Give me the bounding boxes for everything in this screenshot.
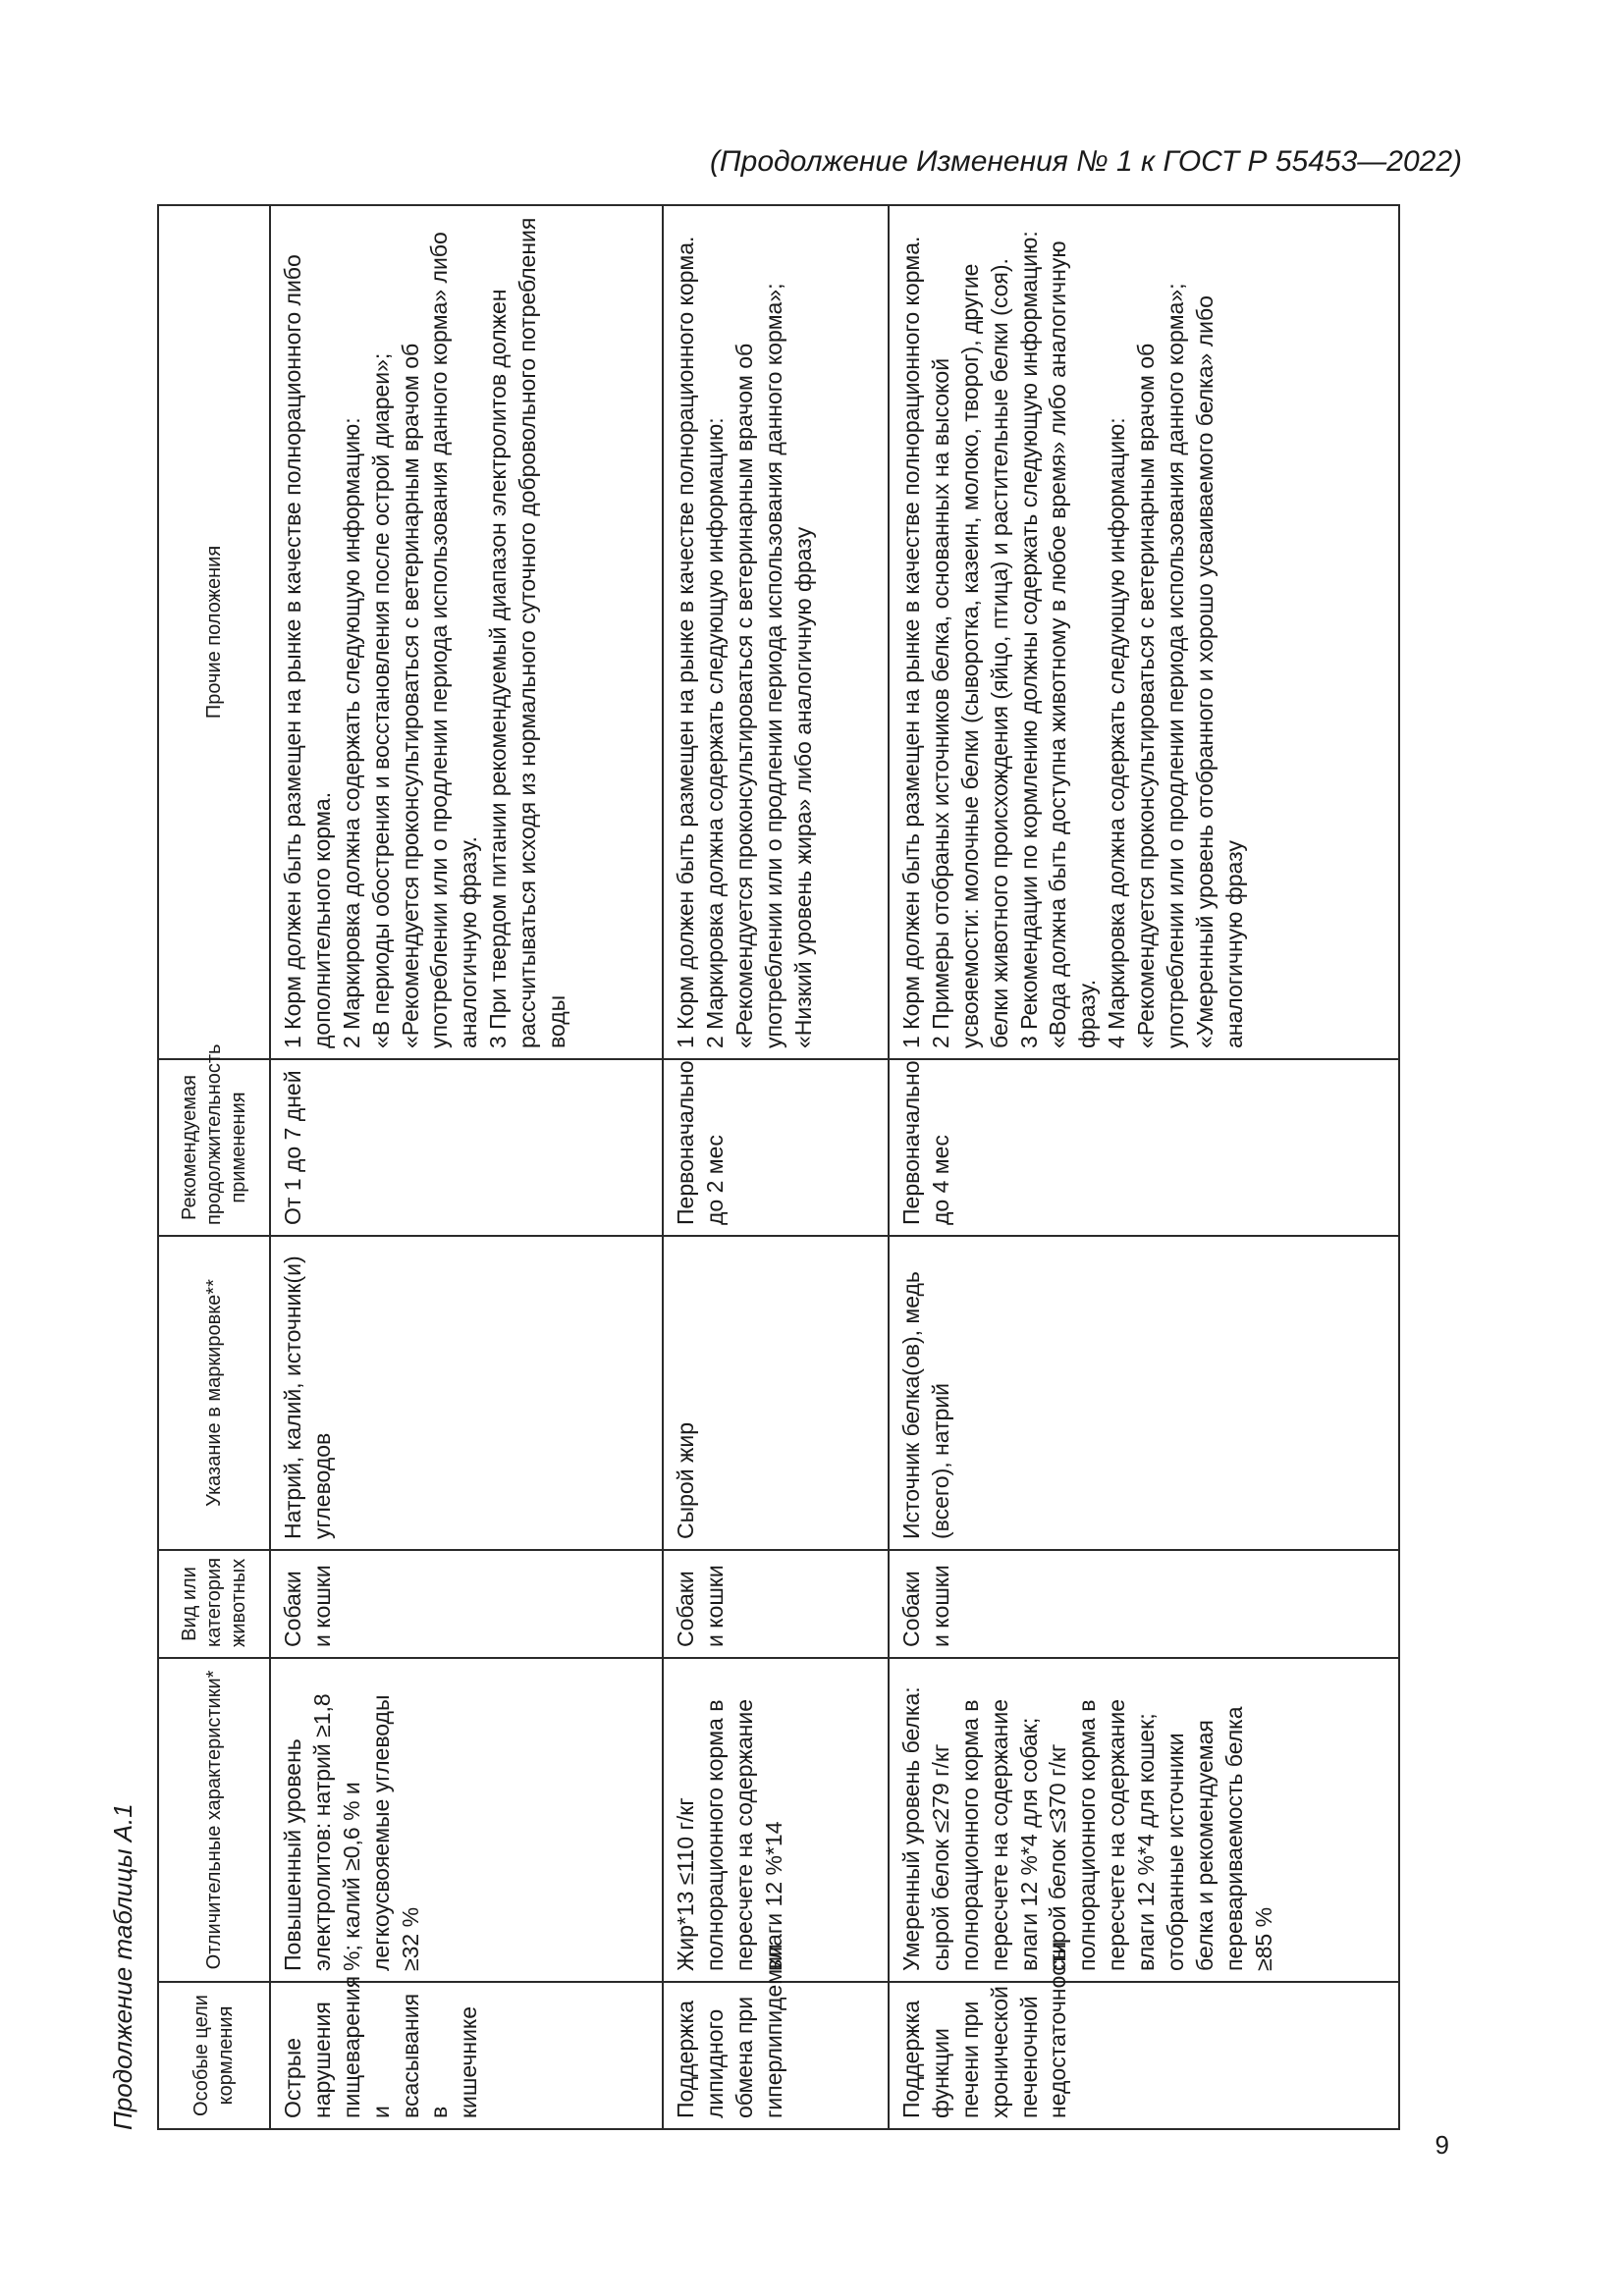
column-header: Указание в маркировке** — [158, 1236, 270, 1550]
provision-line: «Рекомендуется проконсультироваться с ветеринарным врачом об употреблении или о продлении периода использования данного корма» либо аналогичную фразу. — [397, 232, 482, 1048]
column-header: Особые цели кормления — [158, 1982, 270, 2129]
provision-line: 2 Маркировка должна содержать следующую информацию: — [701, 417, 728, 1048]
species-cell: Собаки и кошки — [270, 1550, 663, 1658]
provision-line: 1 Корм должен быть размещен на рынке в качестве полнорационного либо дополнительного корма. — [280, 254, 335, 1048]
purpose-cell: Поддержка функции печени при хронической печеночной недостаточности — [889, 1982, 1399, 2129]
provision-line: 2 Примеры отобраных источников белка, основанных на высокой усвояемости: молочные белки (сыворотка, казеин, молоко, творог), другие белки животного происхождения (яйцо, птица) и растительные белки (соя). — [927, 258, 1012, 1048]
requirements-table — [157, 204, 1400, 2130]
provision-line: «Рекомендуется проконсультироваться с ветеринарным врачом об употреблении или о продлении периода использования данного корма»; — [731, 283, 786, 1048]
purpose-cell: Поддержка липидного обмена при гиперлипидемии — [663, 1982, 889, 2129]
column-header: Прочие положения — [158, 205, 270, 1059]
duration-cell: Первоначально до 2 мес — [663, 1059, 889, 1236]
table-caption: Продолжение таблицы А.1 — [108, 1803, 137, 2130]
provision-line: 1 Корм должен быть размещен на рынке в качестве полнорационного корма. — [898, 236, 924, 1048]
provision-line: 2 Маркировка должна содержать следующую информацию: — [338, 417, 364, 1048]
other-provisions-cell — [270, 205, 663, 1059]
table-row — [270, 205, 663, 2129]
column-header: Вид или категория животных — [158, 1550, 270, 1658]
provision-line: «В периоды обострения и восстановления после острой диареи»; — [367, 352, 394, 1048]
table-row — [889, 205, 1399, 2129]
page-number: 9 — [1435, 2130, 1449, 2160]
table-row — [663, 205, 889, 2129]
rotated-table-area — [98, 206, 1507, 2130]
duration-cell: Первоначально до 4 мес — [889, 1059, 1399, 1236]
column-header: Рекомендуемая продолжительность применения — [158, 1059, 270, 1236]
provision-line: 3 Рекомендации по кормлению должны содержать следующую информацию: «Вода должна быть доступна животному в любое время» либо аналогичную фразу. — [1015, 231, 1101, 1048]
column-header: Отличительные характеристики* — [158, 1658, 270, 1982]
characteristics-cell: Жир*13 ≤110 г/кг полнорационного корма в пересчете на содержание влаги 12 %*14 — [663, 1658, 889, 1982]
labeling-cell: Сырой жир — [663, 1236, 889, 1550]
characteristics-cell: Повышенный уровень электролитов: натрий ≥1,8 %; калий ≥0,6 % и легкоусвояемые углеводы ≥32 % — [270, 1658, 663, 1982]
other-provisions-cell — [663, 205, 889, 1059]
provision-line: 3 При твердом питании рекомендуемый диапазон электролитов должен рассчитываться исходя из нормального суточного добровольного потребления воды — [485, 217, 570, 1048]
provision-line: «Умеренный уровень отобранного и хорошо усваиваемого белка» либо аналогичную фразу — [1191, 295, 1247, 1048]
provision-line: «Рекомендуется проконсультироваться с ветеринарным врачом об употреблении или о продлении периода использования данного корма»; — [1133, 283, 1189, 1048]
duration-cell: От 1 до 7 дней — [270, 1059, 663, 1236]
labeling-cell: Натрий, калий, источник(и) углеводов — [270, 1236, 663, 1550]
characteristics-cell: Умеренный уровень белка: сырой белок ≤279 г/кг полнорационного корма в пересчете на содержание влаги 12 %*4 для собак; сырой белок ≤370 г/кг полнорационного корма в пересчете на содержание влаги 12 %*4 для кошек; отобранные источники белка и рекомендуемая перевариваемость белка ≥85 % — [889, 1658, 1399, 1982]
provision-line: «Низкий уровень жира» либо аналогичную фразу — [789, 526, 816, 1048]
provision-line: 1 Корм должен быть размещен на рынке в качестве полнорационного корма. — [673, 236, 698, 1048]
other-provisions-cell — [889, 205, 1399, 1059]
page-header: (Продолжение Изменения № 1 к ГОСТ Р 55453—2022) — [709, 145, 1462, 178]
species-cell: Собаки и кошки — [889, 1550, 1399, 1658]
table-header-row — [158, 205, 270, 2129]
purpose-cell: Острые нарушения пищеварения и всасывания в кишечнике — [270, 1982, 663, 2129]
labeling-cell: Источник белка(ов), медь (всего), натрий — [889, 1236, 1399, 1550]
species-cell: Собаки и кошки — [663, 1550, 889, 1658]
provision-line: 4 Маркировка должна содержать следующую информацию: — [1104, 417, 1130, 1048]
